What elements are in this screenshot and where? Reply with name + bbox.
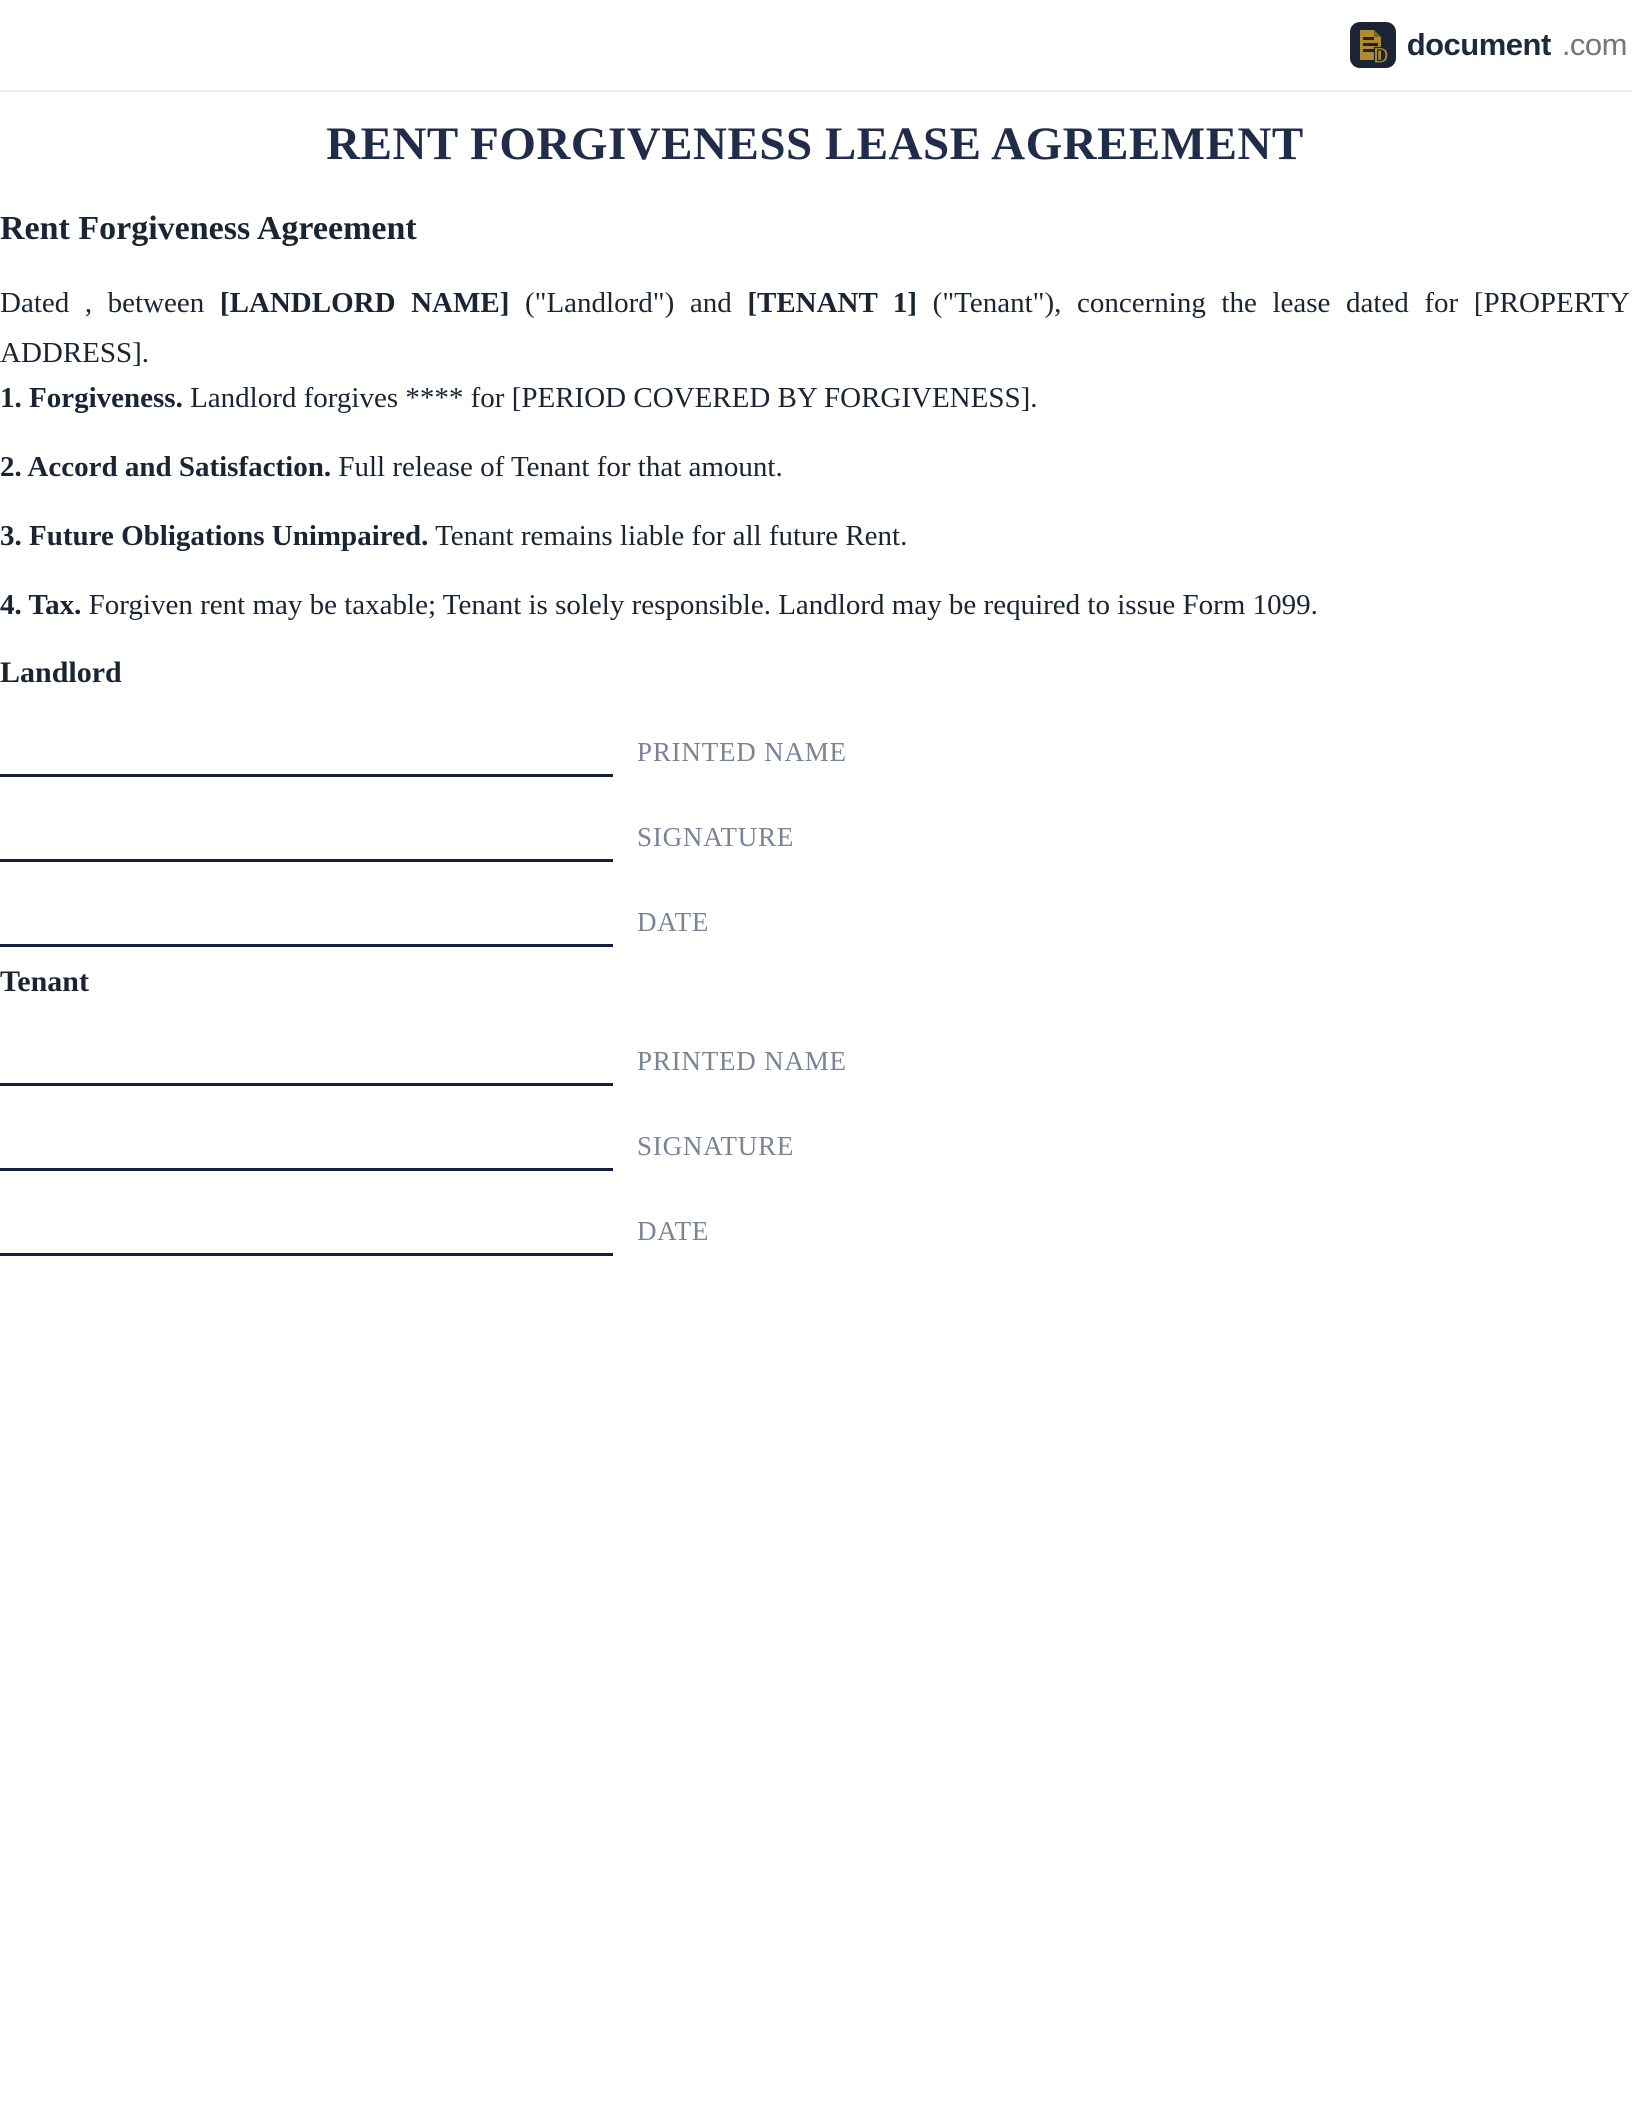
date-label: DATE (637, 907, 710, 937)
clause-label: 3. Future Obligations Unimpaired. (0, 520, 429, 552)
landlord-date-line (0, 944, 613, 947)
svg-text:D: D (1372, 43, 1389, 68)
intro-paragraph (0, 278, 1630, 378)
brand-suffix: .com (1561, 27, 1627, 62)
landlord-date-row (0, 862, 1630, 947)
site-header (0, 0, 1632, 92)
clause-tax (0, 585, 1630, 625)
document-body (0, 116, 1632, 1256)
tenant-printed-name-row (0, 1001, 1630, 1086)
agreement-heading: Rent Forgiveness Agreement (0, 210, 417, 247)
brand-name: document (1406, 27, 1551, 62)
printed-name-label: PRINTED NAME (637, 1046, 847, 1076)
landlord-name-placeholder: [LANDLORD NAME] (219, 287, 510, 319)
clause-future-obligations (0, 516, 1630, 556)
clause-label: 4. Tax. (0, 589, 82, 621)
document-logo-icon (1350, 22, 1396, 68)
clause-label: 1. Forgiveness. (0, 382, 183, 414)
landlord-signature-line (0, 859, 613, 862)
document-title: RENT FORGIVENESS LEASE AGREEMENT (326, 118, 1304, 170)
tenant-signature-row (0, 1086, 1630, 1171)
clause-text: Forgiven rent may be taxable; Tenant is solely responsible. Landlord may be required to issue Form 1099. (88, 589, 1318, 621)
landlord-printed-name-line (0, 774, 613, 777)
tenant-date-line (0, 1253, 613, 1256)
tenant-heading: Tenant (0, 965, 89, 998)
printed-name-label: PRINTED NAME (637, 737, 847, 767)
clause-forgiveness (0, 378, 1630, 418)
signature-label: SIGNATURE (637, 1131, 795, 1161)
intro-text: Dated , between (0, 287, 220, 319)
tenant-printed-name-line (0, 1083, 613, 1086)
tenant-signature-line (0, 1168, 613, 1171)
tenant-name-placeholder: [TENANT 1] (747, 287, 918, 319)
intro-text: ("Landlord") and (509, 287, 748, 319)
brand-logo[interactable] (1350, 22, 1627, 68)
landlord-heading: Landlord (0, 656, 122, 689)
clause-text: Landlord forgives **** for [PERIOD COVERED BY FORGIVENESS]. (190, 382, 1038, 414)
clause-accord-satisfaction (0, 447, 1630, 487)
signature-label: SIGNATURE (637, 822, 795, 852)
clause-label: 2. Accord and Satisfaction. (0, 451, 332, 483)
landlord-signature-row (0, 777, 1630, 862)
clause-text: Full release of Tenant for that amount. (338, 451, 783, 483)
intro-text: ("Tenant"), concerning the lease dated for [PROPERTY ADDRESS]. (0, 287, 1630, 369)
landlord-printed-name-row (0, 692, 1630, 777)
clause-text: Tenant remains liable for all future Rent. (435, 520, 908, 552)
date-label: DATE (637, 1216, 710, 1246)
tenant-date-row (0, 1171, 1630, 1256)
